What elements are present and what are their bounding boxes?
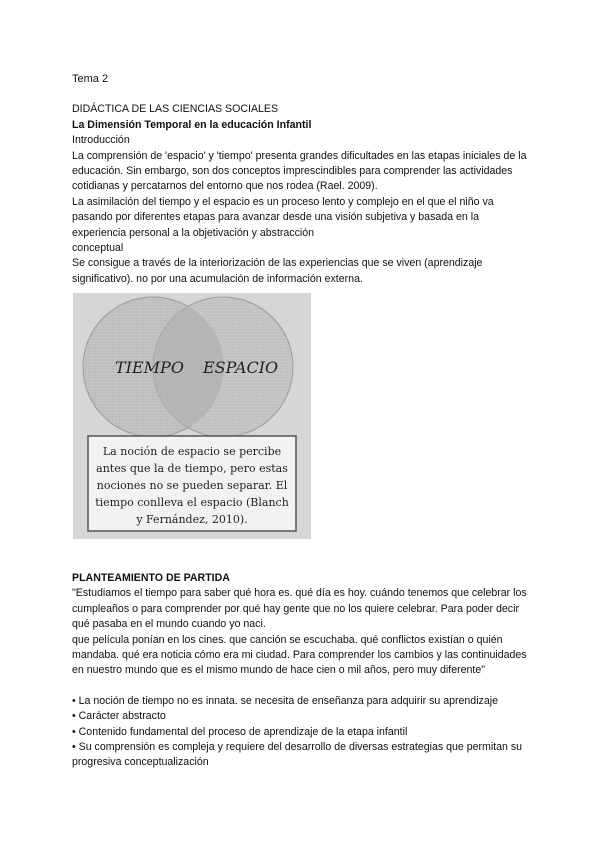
caption-line: La noción de espacio se percibe <box>102 445 282 458</box>
section-subtitle: La Dimensión Temporal en la educación Infantil <box>72 118 312 131</box>
quote-paragraph-2: que película ponían en los cines. que canción se escuchaba. qué conflictos existían o quién mandaba. qué era noticia cómo era mi ciudad. Para comprender los cambios y las continuidades en nuestro mundo que es el mismo mundo de hace cien o mil años, pero muy diferente" <box>72 633 527 677</box>
quote-paragraph-1: "Estudiamos el tiempo para saber qué hora es. qué día es hoy. cuándo tenemos que celebrar los cumpleaños o para comprender por qué hay gente que no los quiere celebrar. Para poder decir qué pasaba en el mundo cuando yo naci. <box>72 587 527 631</box>
planteamiento-heading: PLANTEAMIENTO DE PARTIDA <box>72 572 230 584</box>
document-body <box>72 72 532 287</box>
tiempo-label: TIEMPO <box>115 358 184 377</box>
caption-line: y Fernández, 2010). <box>136 513 248 526</box>
course-title: DIDÁCTICA DE LAS CIENCIAS SOCIALES <box>72 103 279 116</box>
intro-paragraph-1: La comprensión de 'espacio' y 'tiempo' presenta grandes dificultades en las etapas iniciales de la educación. Sin embargo, son dos conceptos imprescindibles para comprender las actividades cotidianas y percatarnos del entorno que nos rodea (Rael. 2009). <box>72 149 527 193</box>
caption-line: antes que la de tiempo, pero estas <box>96 462 288 475</box>
bullet-item: • Carácter abstracto <box>72 710 166 723</box>
intro-paragraph-3: Se consigue a través de la interiorización de las experiencias que se viven (aprendizaje significativo). no por una acumulación de información externa. <box>72 257 483 285</box>
bullet-item: • Su comprensión es compleja y requiere del desarrollo de diversas estrategias que permitan su progresiva conceptualización <box>72 741 523 769</box>
venn-figure <box>73 293 311 539</box>
bullet-item: • Contenido fundamental del proceso de aprendizaje de la etapa infantil <box>72 725 408 738</box>
espacio-label: ESPACIO <box>203 358 279 377</box>
intro-heading: Introducción <box>72 134 130 147</box>
intro-paragraph-2-tail: conceptual <box>72 242 124 255</box>
intro-paragraph-2: La asimilación del tiempo y el espacio es un proceso lento y complejo en el que el niño va pasando por diferentes etapas para avanzar desde una visión subjetiva y basada en la experiencia personal a la objetivación y abstracción <box>72 195 494 239</box>
caption-line: tiempo conlleva el espacio (Blanch <box>95 496 289 509</box>
bullet-item: • La noción de tiempo no es innata. se necesita de enseñanza para adquirir su aprendizaje <box>72 694 498 707</box>
caption-line: nociones no se pueden separar. El <box>96 479 288 492</box>
tema-label: Tema 2 <box>72 73 109 85</box>
planteamiento-section <box>72 571 532 771</box>
